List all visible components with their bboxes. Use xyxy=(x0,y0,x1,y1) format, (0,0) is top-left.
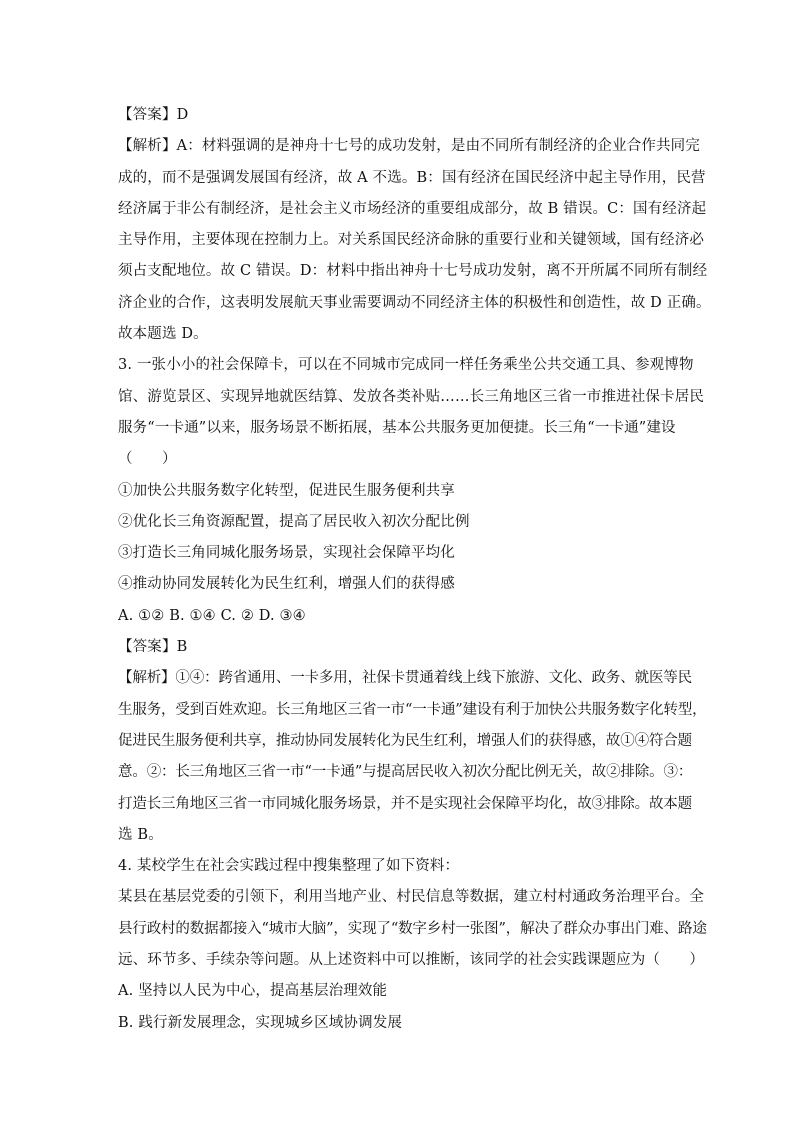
q3-stem-line: 3. 一张小小的社会保障卡，可以在不同城市完成同一样任务乘坐公共交通工具、参观博物 xyxy=(118,357,694,374)
q4-stem-line: 远、环节多、手续杂等问题。从上述资料中可以推断，该同学的社会实践课题应为（ ） xyxy=(118,952,704,969)
q4-option: B. 践行新发展理念，实现城乡区域协调发展 xyxy=(118,1014,403,1031)
q4-stem-line: 县行政村的数据都接入“城市大脑”，实现了“数字乡村一张图”，解决了群众办事出门难、路途 xyxy=(118,920,707,937)
q2-analysis-line: 主导作用，主要体现在控制力上。对关系国民经济命脉的重要行业和关键领域，国有经济必 xyxy=(118,232,704,249)
q3-stem-line: 馆、游览景区、实现异地就医结算、发放各类补贴……长三角地区三省一市推进社保卡居民 xyxy=(118,388,704,405)
q4-stem-line: 4. 某校学生在社会实践过程中搜集整理了如下资料： xyxy=(118,858,460,875)
q3-analysis-line: 促进民生服务便利共享，推动协同发展转化为民生红利，增强人们的获得感，故①④符合题 xyxy=(118,732,692,749)
q3-analysis-line: 生服务，受到百姓欢迎。长三角地区三省一市“一卡通”建设有利于加快公共服务数字化转型， xyxy=(118,701,707,718)
q3-analysis-line: 【解析】①④：跨省通用、一卡多用，社保卡贯通着线上线下旅游、文化、政务、就医等民 xyxy=(118,670,692,687)
q2-analysis-line: 成的，而不是强调发展国有经济，故 A 不选。B：国有经济在国民经济中起主导作用，民营 xyxy=(118,169,706,186)
q2-answer: 【答案】D xyxy=(118,107,189,123)
q2-analysis-line: 故本题选 D。 xyxy=(118,326,208,343)
q3-statement: ②优化长三角资源配置，提高了居民收入初次分配比例 xyxy=(118,513,470,530)
q3-analysis-line: 打造长三角地区三省一市同城化服务场景，并不是实现社会保障平均化，故③排除。故本题 xyxy=(118,795,692,812)
q2-analysis-line: 须占支配地位。故 C 错误。D：材料中指出神舟十七号成功发射，离不开所属不同所有制经 xyxy=(118,263,708,280)
q3-options: A. ①② B. ①④ C. ② D. ③④ xyxy=(118,607,306,624)
q2-analysis-line: 【解析】A：材料强调的是神舟十七号的成功发射，是由不同所有制经济的企业合作共同完 xyxy=(118,138,700,155)
q4-stem-line: 某县在基层党委的引领下，利用当地产业、村民信息等数据，建立村村通政务治理平台。全 xyxy=(118,889,704,906)
q3-answer: 【答案】B xyxy=(118,639,188,656)
q3-statement: ①加快公共服务数字化转型，促进民生服务便利共享 xyxy=(118,482,455,499)
q2-analysis-line: 济企业的合作，这表明发展航天事业需要调动不同经济主体的积极性和创造性，故 D 正确。 xyxy=(118,294,711,311)
q2-analysis-line: 经济属于非公有制经济，是社会主义市场经济的重要组成部分，故 B 错误。C：国有经济起 xyxy=(118,200,707,217)
document-page xyxy=(118,100,711,1039)
q3-statement: ③打造长三角同城化服务场景，实现社会保障平均化 xyxy=(118,545,455,562)
q3-analysis-line: 选 B。 xyxy=(118,826,163,843)
q3-stem-line: （ ） xyxy=(118,451,177,468)
q3-stem-line: 服务“一卡通”以来，服务场景不断拓展，基本公共服务更加便捷。长三角“一卡通”建设 xyxy=(118,419,676,436)
q3-analysis-line: 意。②：长三角地区三省一市“一卡通”与提高居民收入初次分配比例无关，故②排除。③： xyxy=(118,764,693,781)
q4-option: A. 坚持以人民为中心，提高基层治理效能 xyxy=(118,983,388,1000)
q3-statement: ④推动协同发展转化为民生红利，增强人们的获得感 xyxy=(118,576,455,593)
